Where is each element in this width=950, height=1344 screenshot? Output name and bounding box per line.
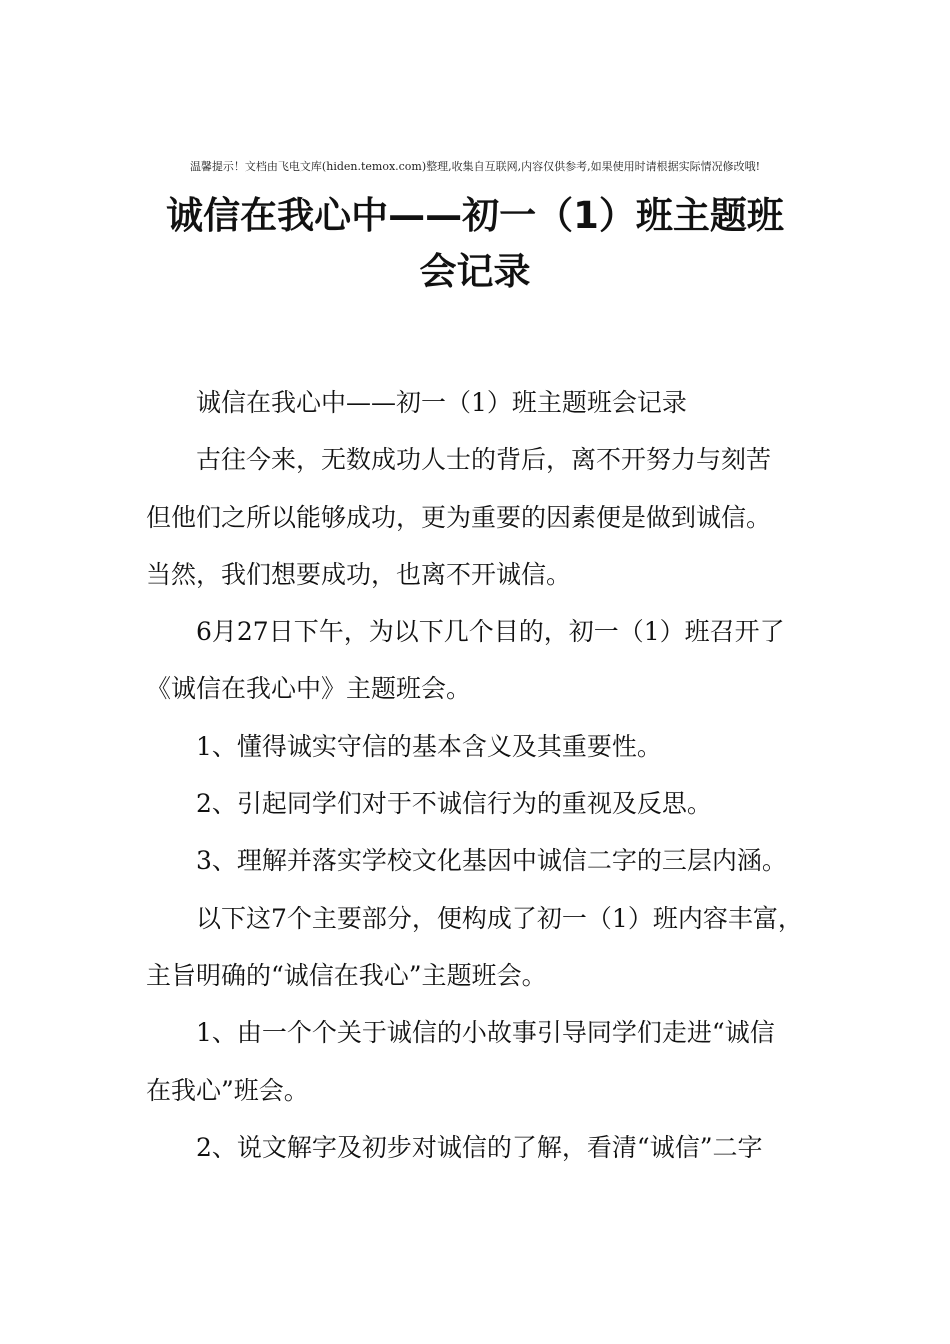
body-line: 1、由一个个关于诚信的小故事引导同学们走进“诚信: [196, 1018, 775, 1048]
body-line: 6月27日下午，为以下几个目的，初一（1）班召开了: [196, 617, 785, 647]
title-line-1: 诚信在我心中——初一（1）班主题班: [166, 194, 784, 237]
body-line: 但他们之所以能够成功，更为重要的因素便是做到诚信。: [146, 502, 772, 532]
document-body: [146, 374, 846, 1176]
body-line: 《诚信在我心中》主题班会。: [146, 674, 472, 704]
body-line: 当然，我们想要成功，也离不开诚信。: [146, 559, 572, 589]
body-line: 古往今来，无数成功人士的背后，离不开努力与刻苦: [196, 445, 772, 475]
body-line: 3、理解并落实学校文化基因中诚信二字的三层内涵。: [196, 846, 787, 876]
header-notice: 温馨提示！文档由飞电文库(hiden.temox.com)整理,收集自互联网,内容仅供参考,如果使用时请根据实际情况修改哦!: [189, 160, 761, 173]
body-line: 主旨明确的“诚信在我心”主题班会。: [146, 960, 547, 990]
body-line: 2、说文解字及初步对诚信的了解，看清“诚信”二字: [196, 1132, 763, 1162]
body-line: 2、引起同学们对于不诚信行为的重视及反思。: [196, 789, 712, 819]
body-line: 1、懂得诚实守信的基本含义及其重要性。: [196, 731, 662, 761]
body-line: 在我心”班会。: [146, 1075, 309, 1105]
body-line: 诚信在我心中——初一（1）班主题班会记录: [196, 388, 687, 417]
document-title: [60, 188, 890, 300]
title-line-2: 会记录: [419, 250, 531, 293]
body-line: 以下这7个主要部分，便构成了初一（1）班内容丰富，: [196, 903, 803, 933]
